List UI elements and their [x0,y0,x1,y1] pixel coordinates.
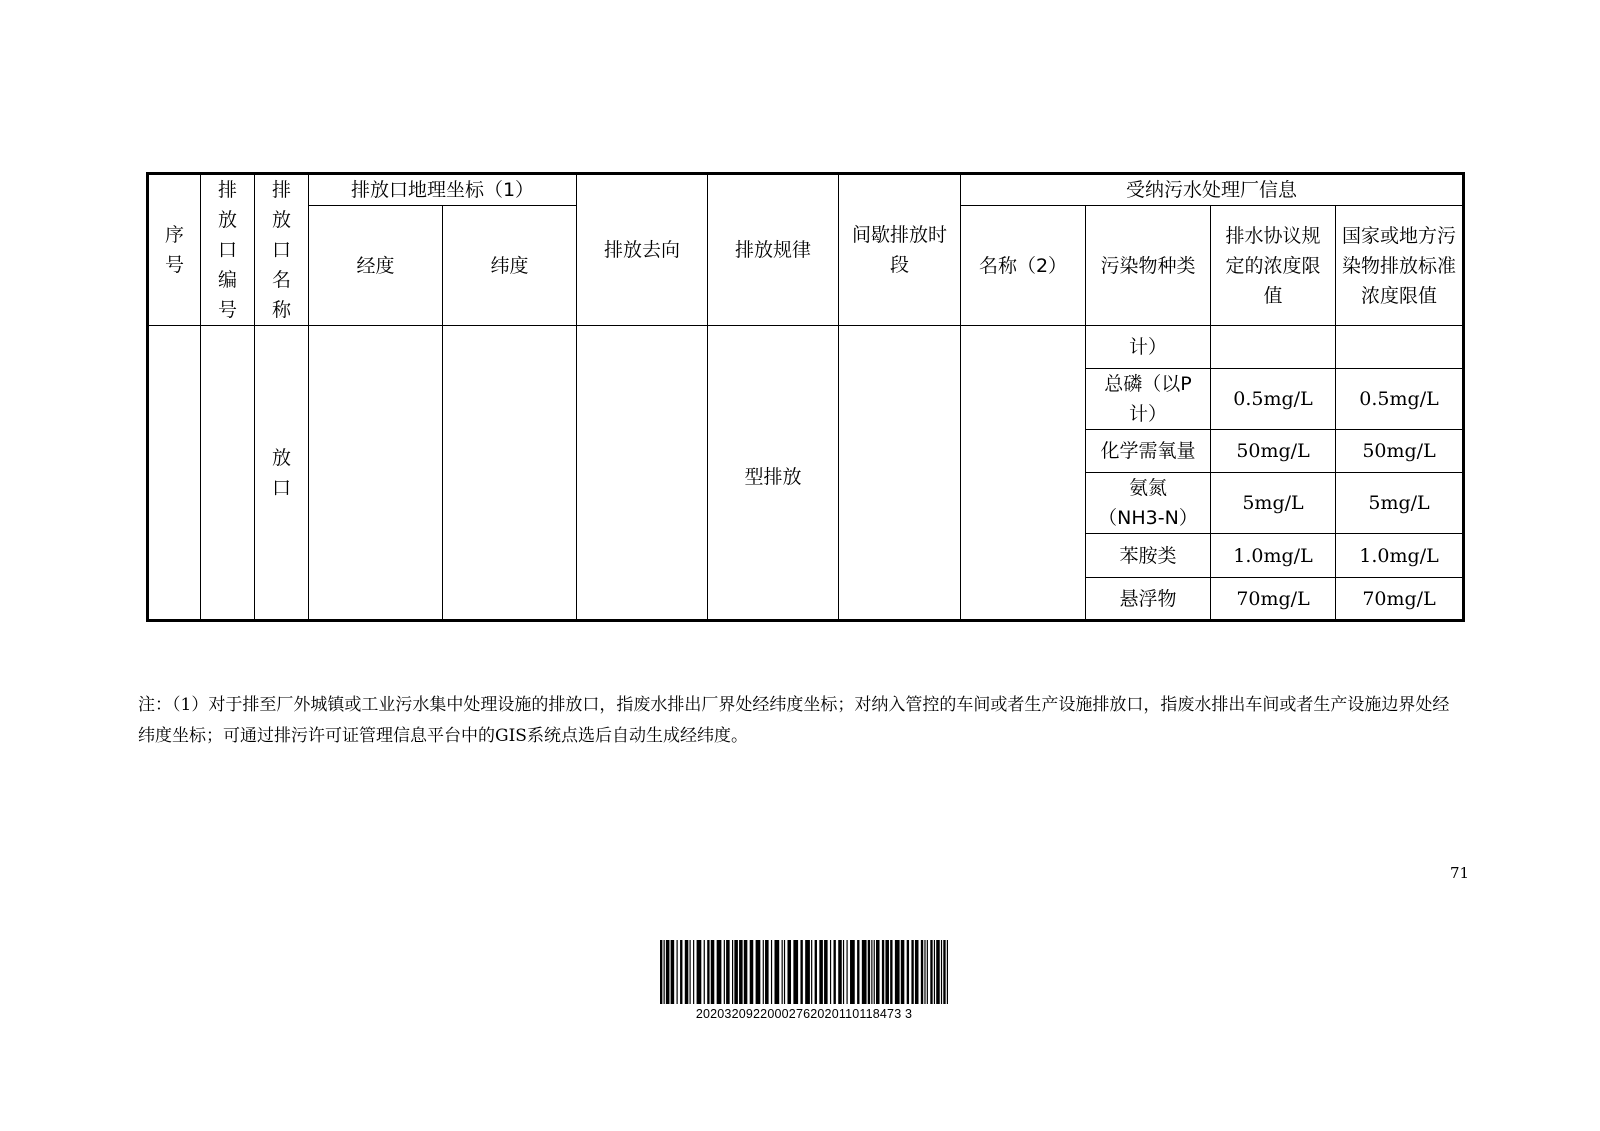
barcode-bar [882,940,884,1004]
barcode-bar [838,940,842,1004]
barcode-bar [921,940,923,1004]
barcode-bar [793,940,798,1004]
barcode-bar [763,940,764,1004]
header-latitude: 纬度 [443,206,577,326]
barcode-bar [771,940,772,1004]
barcode-bar [704,940,705,1004]
barcode-bar [924,940,925,1004]
cell-outlet-name: 放口 [255,326,309,621]
barcode-bar [693,940,694,1004]
barcode-bar [830,940,831,1004]
cell-agreement-ammonia: 5mg/L [1211,473,1336,534]
barcode-bar [895,940,900,1004]
header-intermittent-period: 间歇排放时段 [839,174,961,326]
header-pollutant-type: 污染物种类 [1086,206,1211,326]
barcode-bars [660,940,948,1004]
barcode-bar [800,940,802,1004]
barcode-bar [744,940,748,1004]
barcode-bar [907,940,909,1004]
cell-national-aniline: 1.0mg/L [1336,534,1464,578]
barcode-bar [671,940,675,1004]
barcode-bar [936,940,940,1004]
cell-pattern: 型排放 [708,326,839,621]
barcode-bar [734,940,738,1004]
header-plant-name: 名称（2） [961,206,1086,326]
barcode-bar [711,940,715,1004]
barcode-bar [707,940,709,1004]
barcode-bar [787,940,791,1004]
cell-plant-name [961,326,1086,621]
cell-national-cod: 50mg/L [1336,430,1464,473]
barcode-bar [739,940,743,1004]
barcode-bar [843,940,844,1004]
barcode-bar [943,940,945,1004]
cell-latitude [443,326,577,621]
barcode-bar [934,940,935,1004]
barcode-bar [871,940,872,1004]
cell-national-total-phosphorus: 0.5mg/L [1336,369,1464,430]
cell-national-suspended-solids: 70mg/L [1336,578,1464,621]
barcode-bar [947,940,948,1004]
header-national-limit: 国家或地方污染物排放标准浓度限值 [1336,206,1464,326]
barcode-bar [846,940,847,1004]
barcode-bar [765,940,769,1004]
barcode-bar [834,940,836,1004]
cell-national-ammonia: 5mg/L [1336,473,1464,534]
header-outlet-name: 排放口名称 [255,174,309,326]
barcode-bar [697,940,702,1004]
barcode-bar [782,940,783,1004]
barcode-bar [660,940,662,1004]
barcode-bar [890,940,892,1004]
barcode-bar [677,940,678,1004]
barcode [660,940,948,1021]
barcode-bar [911,940,913,1004]
cell-national-continued [1336,326,1464,369]
barcode-bar [927,940,928,1004]
header-plant-info: 受纳污水处理厂信息 [961,174,1464,206]
barcode-bar [815,940,817,1004]
barcode-bar [717,940,722,1004]
barcode-bar [774,940,779,1004]
cell-pollutant-total-phosphorus: 总磷（以P计） [1086,369,1211,430]
barcode-bar [784,940,785,1004]
cell-direction [577,326,708,621]
discharge-outlet-table [146,172,1465,622]
cell-pollutant-continued: 计） [1086,326,1211,369]
barcode-bar [868,940,870,1004]
barcode-bar [862,940,867,1004]
barcode-bar [824,940,828,1004]
barcode-bar [850,940,855,1004]
barcode-bar [901,940,905,1004]
barcode-bar [685,940,689,1004]
header-seq: 序号 [148,174,201,326]
header-longitude: 经度 [309,206,443,326]
cell-agreement-continued [1211,326,1336,369]
barcode-bar [857,940,859,1004]
barcode-bar [876,940,880,1004]
page-number: 71 [1450,864,1470,882]
barcode-bar [874,940,875,1004]
cell-agreement-suspended-solids: 70mg/L [1211,578,1336,621]
barcode-bar [819,940,823,1004]
barcode-bar [726,940,730,1004]
cell-outlet-id [201,326,255,621]
header-outlet-id: 排放口编号 [201,174,255,326]
barcode-bar [915,940,919,1004]
table-footnote: 注：（1）对于排至厂外城镇或工业污水集中处理设施的排放口，指废水排出厂界处经纬度坐标；对纳入管控的车间或者生产设施排放口，指废水排出车间或者生产设施边界处经纬度坐标；可通过排污许可证管理信息平台中的GIS系统点选后自动生成经纬度。 [138,695,1450,746]
barcode-bar [941,940,942,1004]
cell-seq [148,326,201,621]
barcode-bar [811,940,812,1004]
cell-pollutant-aniline: 苯胺类 [1086,534,1211,578]
header-direction: 排放去向 [577,174,708,326]
barcode-number: 20203209220002762020110118473 3 [695,1007,913,1021]
barcode-bar [750,940,754,1004]
cell-agreement-cod: 50mg/L [1211,430,1336,473]
cell-pollutant-cod: 化学需氧量 [1086,430,1211,473]
header-geo-coordinates: 排放口地理坐标（1） [309,174,577,206]
cell-longitude [309,326,443,621]
cell-intermittent-period [839,326,961,621]
barcode-bar [732,940,733,1004]
barcode-bar [724,940,725,1004]
cell-agreement-total-phosphorus: 0.5mg/L [1211,369,1336,430]
header-agreement-limit: 排水协议规定的浓度限值 [1211,206,1336,326]
barcode-bar [756,940,761,1004]
barcode-bar [690,940,691,1004]
header-pattern: 排放规律 [708,174,839,326]
barcode-bar [885,940,889,1004]
barcode-bar [680,940,682,1004]
barcode-bar [666,940,670,1004]
cell-pollutant-suspended-solids: 悬浮物 [1086,578,1211,621]
barcode-bar [664,940,665,1004]
cell-pollutant-ammonia: 氨氮（NH3-N） [1086,473,1211,534]
discharge-outlet-table-container [146,172,1462,622]
cell-agreement-aniline: 1.0mg/L [1211,534,1336,578]
barcode-bar [805,940,810,1004]
barcode-bar [930,940,932,1004]
